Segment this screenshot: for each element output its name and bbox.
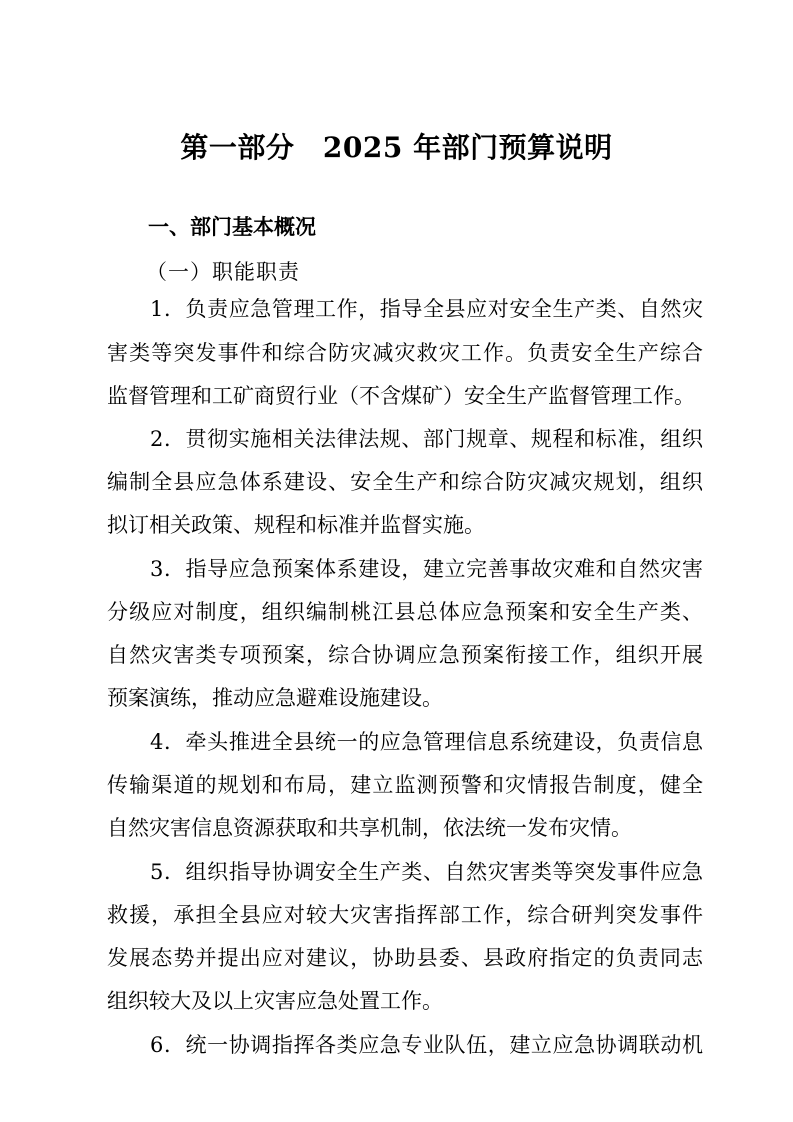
section-heading: 一、部门基本概况	[148, 215, 316, 239]
paragraph-line: 4．牵头推进全县统一的应急管理信息系统建设，负责信息	[150, 730, 703, 754]
paragraph-line: 分级应对制度，组织编制桃江县总体应急预案和安全生产类、	[107, 600, 703, 624]
paragraph-line: 自然灾害类专项预案，综合协调应急预案衔接工作，组织开展	[107, 643, 703, 667]
paragraph-line: 监督管理和工矿商贸行业（不含煤矿）安全生产监督管理工作。	[107, 384, 695, 408]
paragraph-line: 2．贯彻实施相关法律法规、部门规章、规程和标准，组织	[150, 427, 703, 451]
paragraph-line: 3．指导应急预案体系建设，建立完善事故灾难和自然灾害	[150, 557, 703, 581]
page-title: 第一部分 2025 年部门预算说明	[180, 131, 613, 164]
paragraph-line: 发展态势并提出应对建议，协助县委、县政府指定的负责同志	[107, 946, 703, 970]
paragraph-line: 组织较大及以上灾害应急处置工作。	[107, 989, 443, 1013]
paragraph-line: 预案演练，推动应急避难设施建设。	[107, 686, 443, 710]
paragraph-line: 1．负责应急管理工作，指导全县应对安全生产类、自然灾	[150, 297, 703, 321]
paragraph-line: 拟订相关政策、规程和标准并监督实施。	[107, 513, 485, 537]
subsection-heading: （一）职能职责	[146, 260, 300, 284]
paragraph-line: 6．统一协调指挥各类应急专业队伍，建立应急协调联动机	[150, 1033, 703, 1057]
paragraph-line: 传输渠道的规划和布局，建立监测预警和灾情报告制度，健全	[107, 773, 703, 797]
paragraph-line: 害类等突发事件和综合防灾减灾救灾工作。负责安全生产综合	[107, 341, 703, 365]
paragraph-line: 自然灾害信息资源获取和共享机制，依法统一发布灾情。	[107, 816, 632, 840]
paragraph-line: 5．组织指导协调安全生产类、自然灾害类等突发事件应急	[150, 860, 703, 884]
paragraph-line: 救援，承担全县应对较大灾害指挥部工作，综合研判突发事件	[107, 903, 703, 927]
paragraph-line: 编制全县应急体系建设、安全生产和综合防灾减灾规划，组织	[107, 470, 703, 494]
